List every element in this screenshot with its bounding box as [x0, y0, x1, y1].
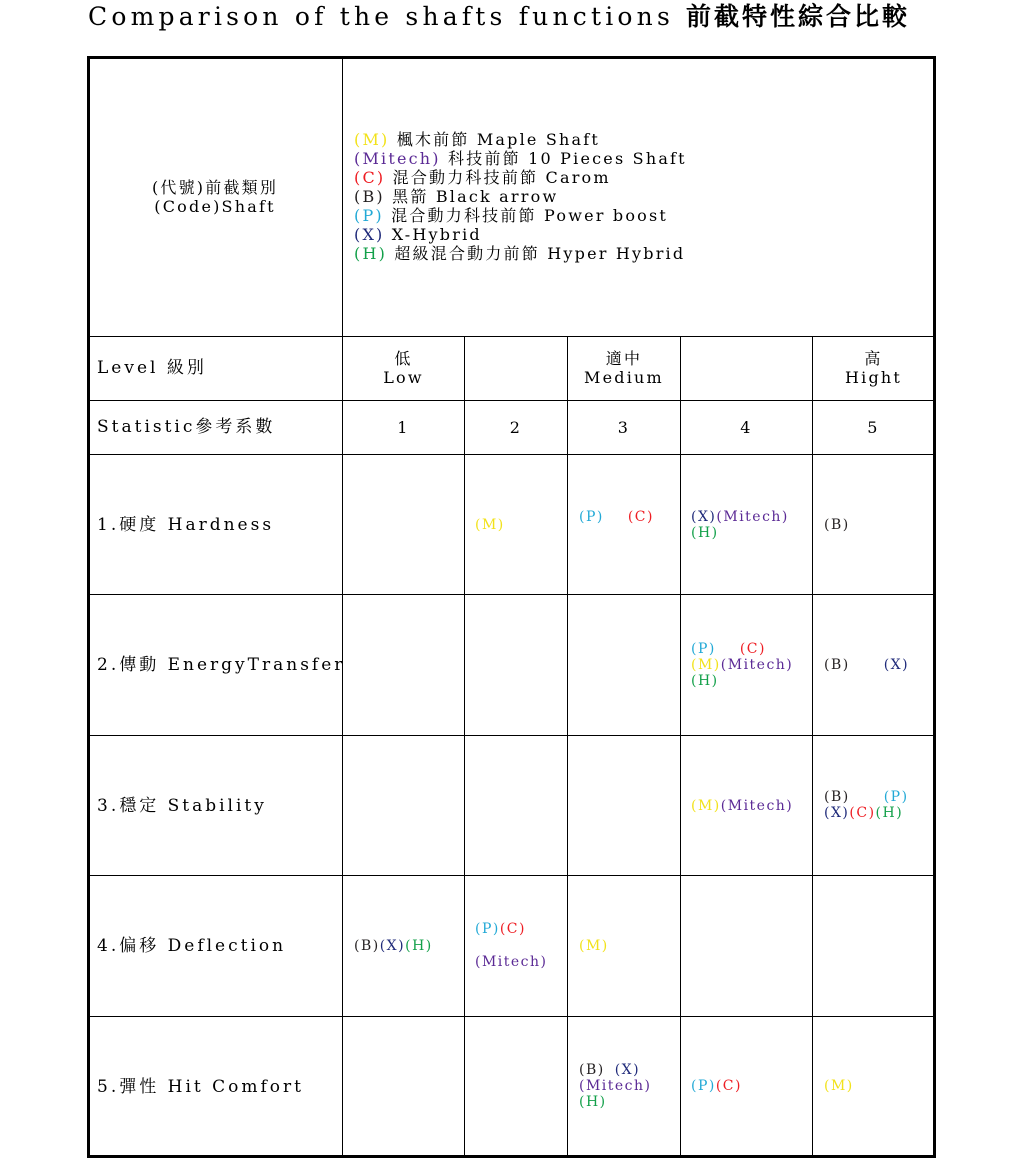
row-label-hit-comfort: 5.彈性 Hit Comfort — [97, 1077, 304, 1097]
legend-desc: X-Hybrid — [391, 225, 482, 244]
rating-cell — [579, 1062, 652, 1110]
code-x: (X) — [824, 805, 850, 821]
title-chinese: 前截特性綜合比較 — [686, 2, 911, 31]
code-m: (M) — [824, 1078, 854, 1094]
legend-desc: 科技前節 10 Pieces Shaft — [448, 149, 687, 168]
code-mitech: (Mitech) — [716, 509, 789, 525]
page-title — [88, 0, 948, 36]
code-x: (X) — [614, 1062, 641, 1078]
title-english: Comparison of the shafts functions — [88, 2, 675, 31]
legend-item-mitech — [354, 149, 687, 168]
grid-line — [342, 58, 343, 1156]
code-h: (H) — [691, 673, 719, 689]
level-high-zh: 高 — [864, 349, 883, 368]
code-x: (X) — [883, 657, 910, 673]
grid-line — [88, 400, 934, 401]
level-medium-zh: 適中 — [605, 349, 643, 368]
rating-cell — [579, 509, 654, 525]
rating-cell — [475, 517, 505, 533]
level-low-en: Low — [383, 368, 424, 387]
rating-cell — [691, 798, 793, 814]
code-b: (B) — [579, 1062, 605, 1078]
code-b: (B) — [824, 657, 850, 673]
code-h: (H) — [579, 1094, 607, 1110]
legend-item-maple — [354, 130, 687, 149]
grid-line — [567, 336, 568, 1156]
level-medium — [568, 349, 680, 387]
statistic-value: 3 — [617, 418, 631, 437]
code-m: (M) — [691, 798, 721, 814]
legend-code: (B) — [354, 187, 385, 206]
level-high-en: Hight — [844, 368, 903, 387]
legend-desc: 楓木前節 Maple Shaft — [396, 130, 601, 149]
grid-line — [88, 594, 934, 595]
code-p: (P) — [691, 1078, 716, 1094]
shaft-type-label-zh: (代號)前截類別 — [151, 178, 279, 197]
code-x: (X) — [691, 509, 717, 525]
legend-item-carom — [354, 168, 687, 187]
rating-cell — [475, 921, 548, 970]
statistic-value: 5 — [867, 418, 880, 437]
statistic-value: 2 — [509, 418, 523, 437]
grid-line — [680, 336, 681, 1156]
legend-desc: 混合動力科技前節 Power boost — [391, 206, 669, 225]
statistic-value: 4 — [740, 418, 753, 437]
code-mitech: (Mitech) — [720, 798, 794, 814]
legend-desc: 混合動力科技前節 Carom — [392, 168, 611, 187]
rating-cell — [579, 938, 609, 954]
code-b: (B) — [354, 938, 380, 954]
legend-code: (C) — [354, 168, 386, 187]
code-h: (H) — [405, 938, 433, 954]
grid-line — [464, 336, 465, 1156]
grid-line — [88, 735, 934, 736]
grid-line — [88, 1016, 934, 1017]
code-h: (H) — [691, 525, 719, 541]
grid-line — [812, 336, 813, 1156]
legend-item-x-hybrid — [354, 225, 687, 244]
legend-item-power-boost — [354, 206, 687, 225]
rating-cell — [824, 1078, 854, 1094]
legend-code: (M) — [354, 130, 390, 149]
level-label: Level 級別 — [97, 358, 207, 378]
row-label-energy-transfer: 2.傳動 EnergyTransfer — [97, 655, 346, 675]
code-c: (C) — [627, 509, 654, 525]
grid-line — [88, 454, 934, 455]
rating-cell — [691, 509, 789, 541]
code-c: (C) — [499, 921, 526, 937]
code-mitech: (Mitech) — [579, 1078, 652, 1094]
code-mitech: (Mitech) — [720, 657, 794, 673]
rating-cell — [824, 657, 909, 673]
code-mitech: (Mitech) — [475, 954, 548, 970]
code-p: (P) — [883, 789, 909, 805]
level-high — [813, 349, 934, 387]
rating-cell — [824, 789, 909, 821]
grid-line — [88, 875, 934, 876]
shaft-type-label — [90, 178, 340, 216]
code-x: (X) — [379, 938, 406, 954]
legend-item-black-arrow — [354, 187, 687, 206]
legend-code: (H) — [354, 244, 388, 263]
code-c: (C) — [715, 1078, 742, 1094]
grid-line — [88, 336, 934, 337]
statistic-value: 1 — [397, 418, 410, 437]
legend-code: (X) — [354, 225, 385, 244]
rating-cell — [691, 1078, 742, 1094]
row-label-stability: 3.穩定 Stability — [97, 796, 267, 816]
legend-desc: 超級混合動力前節 Hyper Hybrid — [394, 244, 686, 263]
code-p: (P) — [691, 641, 716, 657]
level-low-zh: 低 — [394, 349, 413, 368]
code-m: (M) — [475, 517, 505, 533]
code-b: (B) — [824, 789, 850, 805]
row-label-hardness: 1.硬度 Hardness — [97, 515, 275, 535]
legend-code: (Mitech) — [354, 149, 441, 168]
rating-cell — [824, 517, 850, 533]
code-h: (H) — [875, 805, 904, 821]
rating-cell — [691, 641, 793, 689]
row-label-deflection: 4.偏移 Deflection — [97, 936, 287, 956]
shaft-legend — [354, 130, 687, 263]
code-m: (M) — [579, 938, 609, 954]
rating-cell — [354, 938, 433, 954]
shaft-type-label-en: (Code)Shaft — [154, 197, 276, 216]
code-c: (C) — [739, 641, 766, 657]
statistic-label: Statistic參考系數 — [97, 417, 276, 437]
code-c: (C) — [849, 805, 876, 821]
code-b: (B) — [824, 517, 850, 533]
code-m: (M) — [691, 657, 721, 673]
legend-code: (P) — [354, 206, 384, 225]
level-medium-en: Medium — [584, 368, 664, 387]
code-p: (P) — [579, 509, 604, 525]
code-p: (P) — [475, 921, 500, 937]
legend-item-hyper-hybrid — [354, 244, 687, 263]
legend-desc: 黑箭 Black arrow — [392, 187, 559, 206]
level-low — [343, 349, 464, 387]
